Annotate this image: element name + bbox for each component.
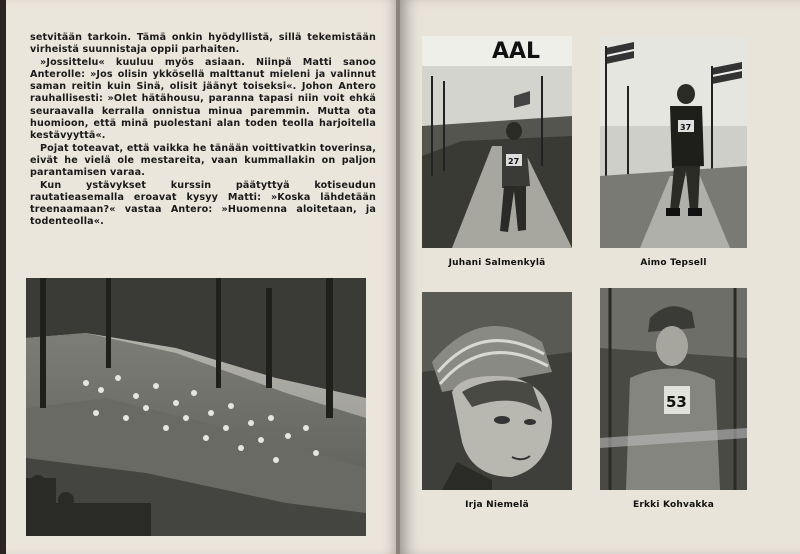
caption-aimo: Aimo Tepsell (640, 258, 707, 268)
photo-runner-2 (600, 36, 747, 248)
caption-juhani: Juhani Salmenkylä (448, 258, 546, 268)
caption-erkki: Erkki Kohvakka (633, 500, 714, 510)
caption-irja: Irja Niemelä (465, 500, 529, 510)
paragraph: setvitään tarkoin. Tämä onkin hyödyllistä, sillä tekemistään virheistä suunnistaja oppii parhaiten. (30, 32, 376, 56)
photo-hill-start (26, 278, 366, 536)
photo-runner-1 (422, 36, 572, 248)
paragraph: »Jossittelu« kuuluu myös asiaan. Niinpä Matti sanoo Anterolle: »Jos olisin ykkösellä malttanut mieleni ja valinnut saman reitin kuin Sinä, olisit jäänyt toiseksi«. Johon Antero rauhallisesti: »Olet hätähousu, paranna tapasi niin voit ehkä seuraavalla kerralla onnistua minua paremmin. Mutta ota huomioon, että minä puolestani alan toden teolla harjoitella kestävyyttä«. (30, 56, 376, 142)
paragraph: Pojat toteavat, että vaikka he tänään voittivatkin toverinsa, eivät he vielä ole mestareita, vaan kummallakin on paljon parantamisen varaa. (30, 142, 376, 179)
bib-number: 53 (666, 393, 687, 411)
right-page (400, 0, 800, 554)
left-page (6, 0, 398, 554)
banner-sign-text: AAL (492, 39, 541, 64)
bib-number: 27 (508, 157, 520, 166)
paragraph: Kun ystävykset kurssin päätyttyä kotiseudun rautatieasemalla eroavat kysyy Matti: »Koska lähdetään treenaamaan?« vastaa Antero: »Huomenna aloitetaan, ja todenteolla«. (30, 179, 376, 228)
article-text (30, 32, 376, 229)
photo-portrait-irja (422, 292, 572, 490)
bib-number: 37 (680, 123, 692, 132)
photo-runner-erkki (600, 288, 747, 490)
